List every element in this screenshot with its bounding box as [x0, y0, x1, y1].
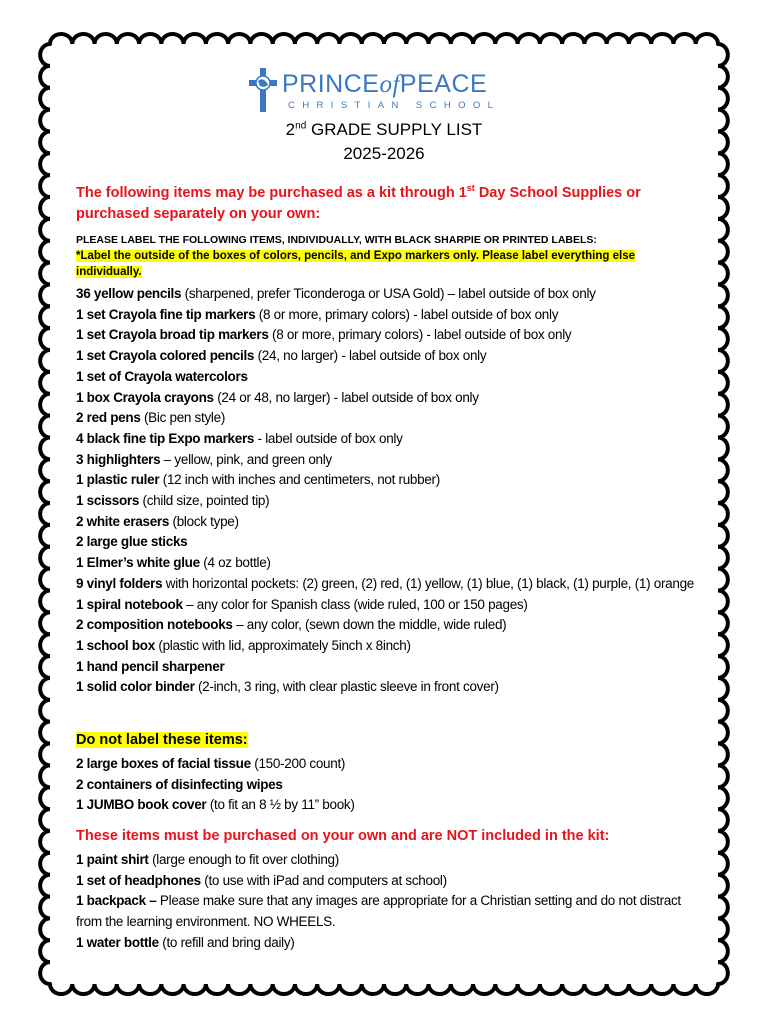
label-instructions: PLEASE LABEL THE FOLLOWING ITEMS, INDIVIDUALLY, WITH BLACK SHARPIE OR PRINTED LABELS: [76, 234, 597, 246]
item-detail: with horizontal pockets: (2) green, (2) red, (1) yellow, (1) blue, (1) black, (1) purple, (1) orange [162, 575, 694, 591]
item-detail: (24 or 48, no larger) - label outside of box only [213, 389, 479, 405]
item-detail: - label outside of box only [254, 430, 403, 446]
item-detail: – any color for Spanish class (wide ruled, 100 or 150 pages) [182, 596, 528, 612]
highlight-note-text: *Label the outside of the boxes of colors, pencils, and Expo markers only. Please label everything else individually. [76, 250, 635, 278]
item-name: 1 backpack – [76, 893, 157, 909]
item-detail: (block type) [169, 513, 239, 529]
item-name: 2 containers of disinfecting wipes [76, 776, 283, 792]
list-item [76, 553, 696, 574]
item-name: 1 set Crayola fine tip markers [76, 306, 256, 322]
list-item [76, 891, 696, 932]
kit-intro-text-rest: Day School Supplies or purchased separately on your own: [76, 184, 641, 222]
list-item [76, 615, 696, 636]
no-label-items-list [76, 754, 696, 816]
list-item [76, 677, 696, 698]
item-name: 2 white erasers [76, 513, 170, 529]
list-item [76, 388, 696, 409]
kit-items-list [76, 284, 696, 698]
item-name: 2 large glue sticks [76, 534, 188, 550]
no-label-heading [76, 732, 248, 748]
item-name: 1 JUMBO book cover [76, 797, 207, 813]
item-detail: (2-inch, 3 ring, with clear plastic sleeve in front cover) [194, 679, 499, 695]
item-name: 2 red pens [76, 410, 141, 426]
list-item [76, 305, 696, 326]
list-item [76, 429, 696, 450]
item-detail: (to refill and bring daily) [158, 934, 295, 950]
school-name-prince: PRINCE [282, 70, 380, 98]
kit-intro [76, 178, 696, 225]
item-name: 1 set Crayola colored pencils [76, 348, 255, 364]
item-name: 1 Elmer’s white glue [76, 555, 200, 571]
item-name: 2 large boxes of facial tissue [76, 756, 251, 771]
item-name: 2 composition notebooks [76, 617, 233, 633]
item-name: 1 plastic ruler [76, 472, 160, 488]
item-detail: (150-200 count) [250, 756, 346, 771]
item-detail: Please make sure that any images are appropriate for a Christian setting and do not distract from the learning environment. NO WHEELS. [76, 893, 681, 930]
item-detail: (large enough to fit over clothing) [148, 852, 339, 867]
list-item [76, 284, 696, 305]
item-name: 1 water bottle [76, 934, 159, 950]
cross-globe-icon [248, 66, 280, 114]
item-name: 1 scissors [76, 493, 140, 509]
list-item [76, 574, 696, 595]
list-item [76, 871, 696, 892]
list-item [76, 512, 696, 533]
item-name: 1 hand pencil sharpener [76, 658, 225, 674]
item-detail: (to use with iPad and computers at school) [200, 872, 447, 888]
item-detail: (to fit an 8 ½ by 11” book) [206, 797, 355, 813]
item-name: 4 black fine tip Expo markers [76, 430, 255, 446]
grade-suffix: nd [295, 120, 307, 132]
item-name: 1 box Crayola crayons [76, 389, 214, 405]
list-item [76, 850, 696, 871]
no-label-heading-text: Do not label these items: [76, 732, 248, 748]
list-item [76, 408, 696, 429]
item-detail: (Bic pen style) [140, 410, 226, 426]
list-item [76, 346, 696, 367]
list-item [76, 636, 696, 657]
list-item [76, 933, 696, 954]
item-name: 1 set Crayola broad tip markers [76, 327, 269, 343]
item-name: 1 set of headphones [76, 872, 201, 888]
item-detail: – yellow, pink, and green only [160, 451, 332, 467]
list-item [76, 595, 696, 616]
school-year: 2025-2026 [343, 144, 425, 163]
list-item [76, 450, 696, 471]
school-subtitle: CHRISTIAN SCHOOL [288, 100, 501, 111]
school-logo [248, 66, 518, 114]
list-item [76, 325, 696, 346]
item-name: 1 school box [76, 637, 155, 653]
item-name: 9 vinyl folders [76, 575, 163, 591]
item-detail: (8 or more, primary colors) - label outside of box only [255, 306, 559, 322]
school-name-of: of [379, 71, 400, 98]
item-name: 1 spiral notebook [76, 596, 183, 612]
own-items-list [76, 850, 696, 954]
list-item [76, 795, 696, 816]
list-item [76, 532, 696, 553]
list-item [76, 491, 696, 512]
item-detail: (plastic with lid, approximately 5inch x 8inch) [154, 637, 411, 653]
item-detail: (4 oz bottle) [199, 555, 271, 571]
list-item [76, 754, 696, 775]
page-title [0, 120, 768, 140]
list-item [76, 470, 696, 491]
item-detail: (8 or more, primary colors) - label outside of box only [268, 327, 572, 343]
item-detail: (12 inch with inches and centimeters, not rubber) [159, 472, 440, 488]
item-name: 36 yellow pencils [76, 286, 182, 301]
item-detail: – any color, (sewn down the middle, wide ruled) [232, 617, 507, 633]
school-name-peace: PEACE [399, 70, 488, 98]
school-name [282, 70, 487, 99]
item-detail: (sharpened, prefer Ticonderoga or USA Gold) – label outside of box only [181, 286, 596, 301]
kit-intro-sup: st [466, 183, 475, 193]
item-name: 1 set of Crayola watercolors [76, 368, 248, 384]
list-item [76, 367, 696, 388]
item-detail: (24, no larger) - label outside of box only [254, 348, 487, 364]
item-name: 1 solid color binder [76, 679, 195, 695]
list-item [76, 775, 696, 796]
title-text: GRADE SUPPLY LIST [306, 120, 483, 139]
own-items-heading: These items must be purchased on your own and are NOT included in the kit: [76, 828, 610, 844]
item-name: 3 highlighters [76, 451, 161, 467]
list-item [76, 657, 696, 678]
kit-intro-text: The following items may be purchased as a kit through 1 [76, 184, 467, 201]
grade-number: 2 [285, 120, 296, 139]
item-name: 1 paint shirt [76, 852, 149, 867]
label-highlight-note [76, 248, 676, 280]
item-detail: (child size, pointed tip) [139, 493, 270, 509]
